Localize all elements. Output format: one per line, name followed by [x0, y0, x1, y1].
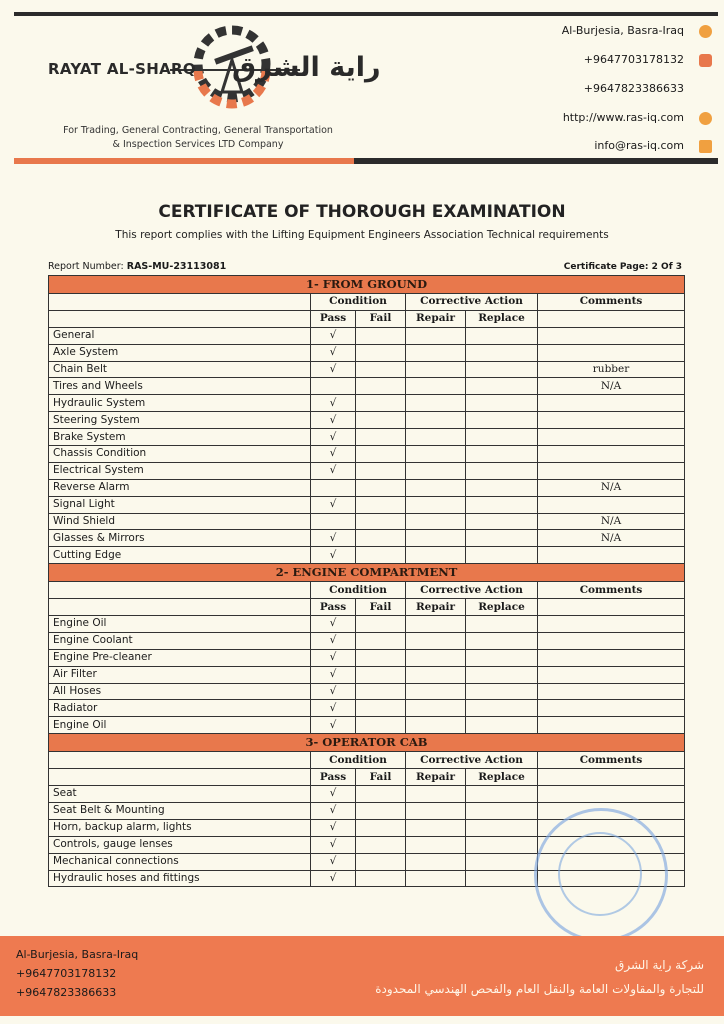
- replace-cell: [466, 327, 538, 344]
- replace-cell: [466, 717, 538, 734]
- document-subtitle: This report complies with the Lifting Equipment Engineers Association Technical requirements: [115, 229, 609, 241]
- repair-cell: [406, 496, 466, 513]
- fail-cell: [356, 700, 406, 717]
- table-row: [49, 361, 685, 378]
- header-repair: Repair: [406, 310, 466, 327]
- fail-cell: [356, 870, 406, 887]
- header-pass: Pass: [311, 769, 356, 786]
- pass-check: √: [311, 344, 356, 361]
- header-pass: Pass: [311, 599, 356, 616]
- header-row-1: [49, 752, 685, 769]
- item-name: Wind Shield: [49, 513, 311, 530]
- replace-cell: [466, 616, 538, 633]
- repair-cell: [406, 412, 466, 429]
- replace-cell: [466, 378, 538, 395]
- header-comments: Comments: [538, 294, 685, 311]
- replace-cell: [466, 530, 538, 547]
- header-row-2: [49, 769, 685, 786]
- header-replace: Replace: [466, 599, 538, 616]
- comment-cell: [538, 666, 685, 683]
- fail-cell: [356, 412, 406, 429]
- header-blank: [49, 294, 311, 311]
- pass-check: √: [311, 530, 356, 547]
- footer-phone-1: +9647703178132: [16, 967, 117, 980]
- pass-check: √: [311, 853, 356, 870]
- header-repair: Repair: [406, 769, 466, 786]
- fail-cell: [356, 462, 406, 479]
- pass-check: √: [311, 683, 356, 700]
- comment-cell: N/A: [538, 530, 685, 547]
- fail-cell: [356, 446, 406, 463]
- replace-cell: [466, 683, 538, 700]
- table-row: [49, 530, 685, 547]
- footer-phone-2: +9647823386633: [16, 986, 117, 999]
- item-name: Chain Belt: [49, 361, 311, 378]
- brand-name-en: RAYAT AL-SHARQ: [48, 60, 196, 78]
- item-name: Glasses & Mirrors: [49, 530, 311, 547]
- header-address: Al-Burjesia, Basra-Iraq: [561, 24, 684, 37]
- comment-cell: [538, 649, 685, 666]
- pass-check: √: [311, 446, 356, 463]
- company-stamp-inner: [558, 832, 642, 916]
- fail-cell: [356, 429, 406, 446]
- replace-cell: [466, 395, 538, 412]
- header-blank: [49, 582, 311, 599]
- fail-cell: [356, 683, 406, 700]
- repair-cell: [406, 632, 466, 649]
- replace-cell: [466, 819, 538, 836]
- pass-check: √: [311, 412, 356, 429]
- fail-cell: [356, 632, 406, 649]
- pass-check: √: [311, 836, 356, 853]
- replace-cell: [466, 786, 538, 803]
- section-title: 3- OPERATOR CAB: [49, 734, 685, 752]
- comment-cell: [538, 496, 685, 513]
- header-corrective-action: Corrective Action: [406, 294, 538, 311]
- table-row: [49, 683, 685, 700]
- table-row: [49, 378, 685, 395]
- fail-cell: [356, 853, 406, 870]
- comment-cell: [538, 786, 685, 803]
- repair-cell: [406, 462, 466, 479]
- header-blank: [49, 752, 311, 769]
- repair-cell: [406, 786, 466, 803]
- replace-cell: [466, 853, 538, 870]
- pass-check: √: [311, 632, 356, 649]
- repair-cell: [406, 836, 466, 853]
- comment-cell: [538, 700, 685, 717]
- pass-check: √: [311, 462, 356, 479]
- fail-cell: [356, 530, 406, 547]
- document-title: CERTIFICATE OF THOROUGH EXAMINATION: [158, 202, 566, 222]
- header-pass: Pass: [311, 310, 356, 327]
- table-row: [49, 649, 685, 666]
- item-name: Engine Coolant: [49, 632, 311, 649]
- header-row-1: [49, 294, 685, 311]
- replace-cell: [466, 836, 538, 853]
- location-pin-icon: [699, 25, 712, 38]
- comment-cell: [538, 717, 685, 734]
- item-name: Controls, gauge lenses: [49, 836, 311, 853]
- replace-cell: [466, 412, 538, 429]
- replace-cell: [466, 462, 538, 479]
- pass-check: √: [311, 547, 356, 564]
- item-name: Signal Light: [49, 496, 311, 513]
- comment-cell: [538, 412, 685, 429]
- item-name: Mechanical connections: [49, 853, 311, 870]
- fail-cell: [356, 395, 406, 412]
- replace-cell: [466, 870, 538, 887]
- replace-cell: [466, 666, 538, 683]
- header-fail: Fail: [356, 310, 406, 327]
- comment-cell: [538, 395, 685, 412]
- table-row: [49, 412, 685, 429]
- header-row-1: [49, 582, 685, 599]
- table-row: [49, 700, 685, 717]
- header-replace: Replace: [466, 769, 538, 786]
- pass-check: √: [311, 327, 356, 344]
- repair-cell: [406, 513, 466, 530]
- fail-cell: [356, 496, 406, 513]
- header-blank: [538, 310, 685, 327]
- fail-cell: [356, 649, 406, 666]
- repair-cell: [406, 616, 466, 633]
- header-condition: Condition: [311, 294, 406, 311]
- repair-cell: [406, 530, 466, 547]
- header-condition: Condition: [311, 582, 406, 599]
- item-name: Electrical System: [49, 462, 311, 479]
- fail-cell: [356, 361, 406, 378]
- replace-cell: [466, 700, 538, 717]
- examination-table: [48, 275, 685, 887]
- pass-check: √: [311, 786, 356, 803]
- repair-cell: [406, 344, 466, 361]
- header-bottom-bar-accent: [14, 158, 354, 164]
- comment-cell: N/A: [538, 378, 685, 395]
- pass-check: √: [311, 429, 356, 446]
- item-name: Reverse Alarm: [49, 479, 311, 496]
- repair-cell: [406, 547, 466, 564]
- repair-cell: [406, 378, 466, 395]
- header-bottom-bar-dark: [354, 158, 718, 164]
- repair-cell: [406, 327, 466, 344]
- replace-cell: [466, 446, 538, 463]
- replace-cell: [466, 547, 538, 564]
- repair-cell: [406, 717, 466, 734]
- report-number-value: RAS-MU-23113081: [126, 261, 227, 272]
- repair-cell: [406, 802, 466, 819]
- item-name: Steering System: [49, 412, 311, 429]
- replace-cell: [466, 513, 538, 530]
- table-row: [49, 786, 685, 803]
- item-name: Chassis Condition: [49, 446, 311, 463]
- header-phone-1: +9647703178132: [583, 53, 684, 66]
- fail-cell: [356, 802, 406, 819]
- table-row: [49, 462, 685, 479]
- item-name: Engine Oil: [49, 717, 311, 734]
- fail-cell: [356, 513, 406, 530]
- repair-cell: [406, 429, 466, 446]
- table-row: [49, 327, 685, 344]
- pass-check: [311, 479, 356, 496]
- pass-check: √: [311, 616, 356, 633]
- comment-cell: [538, 327, 685, 344]
- report-number-label: Report Number:: [48, 261, 124, 272]
- item-name: General: [49, 327, 311, 344]
- pass-check: [311, 378, 356, 395]
- company-tagline: [48, 124, 348, 152]
- table-row: [49, 666, 685, 683]
- report-number: [48, 261, 226, 272]
- pass-check: √: [311, 717, 356, 734]
- repair-cell: [406, 870, 466, 887]
- replace-cell: [466, 632, 538, 649]
- table-row: [49, 513, 685, 530]
- pass-check: √: [311, 666, 356, 683]
- header-fail: Fail: [356, 769, 406, 786]
- item-name: Radiator: [49, 700, 311, 717]
- comment-cell: [538, 344, 685, 361]
- item-name: Seat Belt & Mounting: [49, 802, 311, 819]
- header-blank: [538, 599, 685, 616]
- fail-cell: [356, 616, 406, 633]
- comment-cell: [538, 547, 685, 564]
- replace-cell: [466, 802, 538, 819]
- phone-icon: [699, 54, 712, 67]
- pass-check: [311, 513, 356, 530]
- item-name: Axle System: [49, 344, 311, 361]
- header-row-2: [49, 310, 685, 327]
- fail-cell: [356, 479, 406, 496]
- header-blank: [49, 599, 311, 616]
- section-title-row: [49, 276, 685, 294]
- section-title: 2- ENGINE COMPARTMENT: [49, 564, 685, 582]
- tagline-line-1: For Trading, General Contracting, General Transportation: [63, 125, 333, 136]
- item-name: Engine Oil: [49, 616, 311, 633]
- fail-cell: [356, 836, 406, 853]
- replace-cell: [466, 496, 538, 513]
- envelope-icon: [699, 140, 712, 153]
- fail-cell: [356, 547, 406, 564]
- footer-company-ar: شركة راية الشرق: [615, 958, 704, 972]
- item-name: Cutting Edge: [49, 547, 311, 564]
- header-replace: Replace: [466, 310, 538, 327]
- table-row: [49, 344, 685, 361]
- pass-check: √: [311, 361, 356, 378]
- fail-cell: [356, 378, 406, 395]
- item-name: Tires and Wheels: [49, 378, 311, 395]
- item-name: Seat: [49, 786, 311, 803]
- fail-cell: [356, 819, 406, 836]
- repair-cell: [406, 700, 466, 717]
- item-name: Brake System: [49, 429, 311, 446]
- item-name: Hydraulic hoses and fittings: [49, 870, 311, 887]
- pass-check: √: [311, 395, 356, 412]
- item-name: Air Filter: [49, 666, 311, 683]
- item-name: All Hoses: [49, 683, 311, 700]
- comment-cell: [538, 429, 685, 446]
- header-blank: [49, 310, 311, 327]
- replace-cell: [466, 479, 538, 496]
- table-row: [49, 547, 685, 564]
- repair-cell: [406, 446, 466, 463]
- header-blank: [538, 769, 685, 786]
- fail-cell: [356, 666, 406, 683]
- section-title-row: [49, 734, 685, 752]
- footer-activities-ar: للتجارة والمقاولات العامة والنقل العام والفحص الهندسي المحدودة: [375, 982, 704, 996]
- table-row: [49, 446, 685, 463]
- replace-cell: [466, 361, 538, 378]
- comment-cell: [538, 616, 685, 633]
- table-row: [49, 395, 685, 412]
- table-row: [49, 717, 685, 734]
- repair-cell: [406, 479, 466, 496]
- comment-cell: rubber: [538, 361, 685, 378]
- tagline-line-2: & Inspection Services LTD Company: [112, 139, 284, 150]
- section-title: 1- FROM GROUND: [49, 276, 685, 294]
- comment-cell: [538, 683, 685, 700]
- footer-address: Al-Burjesia, Basra-Iraq: [16, 948, 139, 961]
- fail-cell: [356, 327, 406, 344]
- header-condition: Condition: [311, 752, 406, 769]
- header-comments: Comments: [538, 582, 685, 599]
- section-title-row: [49, 564, 685, 582]
- pass-check: √: [311, 649, 356, 666]
- header-comments: Comments: [538, 752, 685, 769]
- repair-cell: [406, 666, 466, 683]
- table-row: [49, 632, 685, 649]
- pass-check: √: [311, 700, 356, 717]
- header-row-2: [49, 599, 685, 616]
- header-repair: Repair: [406, 599, 466, 616]
- fail-cell: [356, 786, 406, 803]
- header-blank: [49, 769, 311, 786]
- comment-cell: [538, 632, 685, 649]
- item-name: Horn, backup alarm, lights: [49, 819, 311, 836]
- repair-cell: [406, 395, 466, 412]
- item-name: Hydraulic System: [49, 395, 311, 412]
- repair-cell: [406, 853, 466, 870]
- repair-cell: [406, 683, 466, 700]
- repair-cell: [406, 361, 466, 378]
- brand-name-ar: راية الشرق: [232, 52, 381, 83]
- replace-cell: [466, 344, 538, 361]
- fail-cell: [356, 717, 406, 734]
- header-email[interactable]: info@ras-iq.com: [594, 139, 684, 152]
- header-corrective-action: Corrective Action: [406, 752, 538, 769]
- header-phone-2: +9647823386633: [583, 82, 684, 95]
- comment-cell: [538, 462, 685, 479]
- replace-cell: [466, 429, 538, 446]
- comment-cell: [538, 446, 685, 463]
- header-corrective-action: Corrective Action: [406, 582, 538, 599]
- globe-icon: [699, 112, 712, 125]
- header-fail: Fail: [356, 599, 406, 616]
- fail-cell: [356, 344, 406, 361]
- table-row: [49, 429, 685, 446]
- pass-check: √: [311, 870, 356, 887]
- certificate-page: Certificate Page: 2 Of 3: [563, 262, 682, 272]
- comment-cell: N/A: [538, 479, 685, 496]
- pass-check: √: [311, 496, 356, 513]
- repair-cell: [406, 819, 466, 836]
- table-row: [49, 616, 685, 633]
- comment-cell: N/A: [538, 513, 685, 530]
- table-row: [49, 479, 685, 496]
- pass-check: √: [311, 802, 356, 819]
- item-name: Engine Pre-cleaner: [49, 649, 311, 666]
- repair-cell: [406, 649, 466, 666]
- header-website[interactable]: http://www.ras-iq.com: [562, 111, 684, 124]
- replace-cell: [466, 649, 538, 666]
- pass-check: √: [311, 819, 356, 836]
- header-top-bar: [14, 12, 718, 16]
- table-row: [49, 496, 685, 513]
